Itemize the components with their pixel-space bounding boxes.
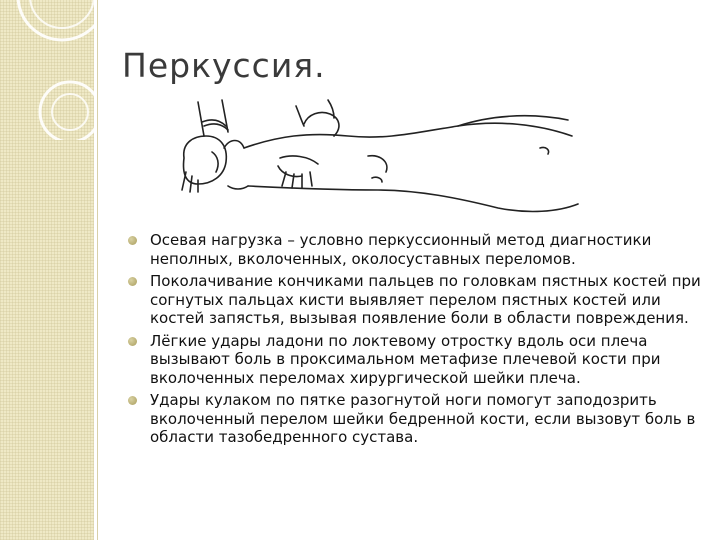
slide-title: Перкуссия.: [122, 46, 326, 85]
bullet-dot-icon: [128, 337, 137, 346]
bullet-dot-icon: [128, 396, 137, 405]
bullet-text: Осевая нагрузка – условно перкуссионный метод диагностики неполных, вколоченных, околосуставных переломов.: [150, 231, 652, 268]
swirl-ornament-icon: [0, 0, 96, 140]
bullet-text: Удары кулаком по пятке разогнутой ноги помогут заподозрить вколоченный перелом шейки бедренной кости, если вызовут боль в области тазобедренного сустава.: [150, 391, 696, 446]
bullet-dot-icon: [128, 236, 137, 245]
bullet-list: [128, 231, 708, 451]
list-item: [128, 332, 708, 388]
list-item: [128, 272, 708, 328]
bullet-text: Лёгкие удары ладони по локтевому отростку вдоль оси плеча вызывают боль в проксимальном метафизе плечевой кости при вколоченных переломах хирургической шейки плеча.: [150, 331, 661, 387]
bullet-text: Поколачивание кончиками пальцев по головкам пястных костей при согнутых пальцах кисти выявляет перелом пястных костей или костей запястья, вызывая появление боли в области повреждения.: [150, 272, 701, 327]
sidebar-divider-line: [97, 0, 98, 540]
list-item: [128, 391, 708, 447]
bullet-dot-icon: [128, 277, 137, 286]
leg-percussion-illustration: [168, 96, 588, 226]
list-item: [128, 231, 708, 268]
